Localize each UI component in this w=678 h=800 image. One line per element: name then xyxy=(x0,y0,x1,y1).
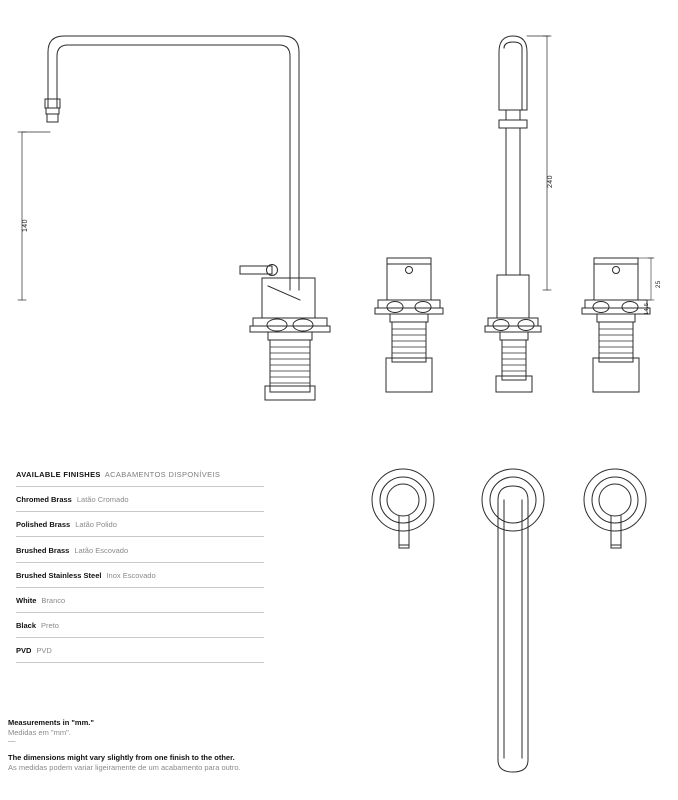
handle-front-view xyxy=(375,258,443,392)
measurements-note xyxy=(8,718,338,744)
finish-label-en: Polished Brass xyxy=(16,520,71,530)
dimension-label-240: 240 xyxy=(547,175,554,188)
finish-label-en: White xyxy=(16,595,37,605)
finish-row xyxy=(16,537,264,562)
finish-row xyxy=(16,613,264,638)
finish-label-pt: Latão Polido xyxy=(75,520,117,530)
finish-row xyxy=(16,512,264,537)
dimension-240 xyxy=(527,36,551,290)
handle-side-view xyxy=(582,258,650,392)
finish-label-en: Black xyxy=(16,621,37,631)
finish-row xyxy=(16,487,264,512)
available-finishes-table xyxy=(16,470,264,663)
finish-label-en: Chromed Brass xyxy=(16,495,72,505)
finishes-header-en: AVAILABLE FINISHES xyxy=(16,470,101,479)
top-view-spout xyxy=(482,469,544,772)
notes-divider: — xyxy=(8,736,16,746)
finish-row xyxy=(16,563,264,588)
top-view-left-handle xyxy=(372,469,434,548)
finishes-header-pt: ACABAMENTOS DISPONÍVEIS xyxy=(104,470,221,479)
finish-row xyxy=(16,588,264,613)
spout-front-view xyxy=(45,36,330,400)
top-view-right-handle xyxy=(584,469,646,548)
tolerance-note xyxy=(8,753,338,773)
dimension-label-140: 140 xyxy=(22,219,29,232)
finish-row xyxy=(16,638,264,663)
finishes-header xyxy=(16,470,264,487)
dimension-label-25: 25 xyxy=(656,280,662,288)
finish-label-pt: Preto xyxy=(41,621,59,631)
finish-label-en: Brushed Brass xyxy=(16,545,70,555)
dimension-140 xyxy=(18,132,250,300)
tolerance-note-pt: As medidas podem variar ligeiramente de um acabamento para outro. xyxy=(8,763,241,773)
tolerance-note-en: The dimensions might vary slightly from one finish to the other. xyxy=(8,753,235,763)
finish-label-pt: Latão Escovado xyxy=(74,545,129,555)
dimension-label-14-5: 14,5 xyxy=(644,302,650,315)
finish-label-pt: Latão Cromado xyxy=(76,495,129,505)
finish-label-en: Brushed Stainless Steel xyxy=(16,570,102,580)
spout-side-view xyxy=(485,36,541,392)
finish-label-pt: PVD xyxy=(36,646,52,656)
measurements-note-pt: Medidas em "mm". xyxy=(8,728,71,738)
measurements-note-en: Measurements in "mm." xyxy=(8,718,94,727)
notes-block xyxy=(8,718,338,783)
finish-label-pt: Branco xyxy=(41,595,66,605)
finish-label-pt: Inox Escovado xyxy=(106,570,156,580)
finish-label-en: PVD xyxy=(16,646,32,656)
